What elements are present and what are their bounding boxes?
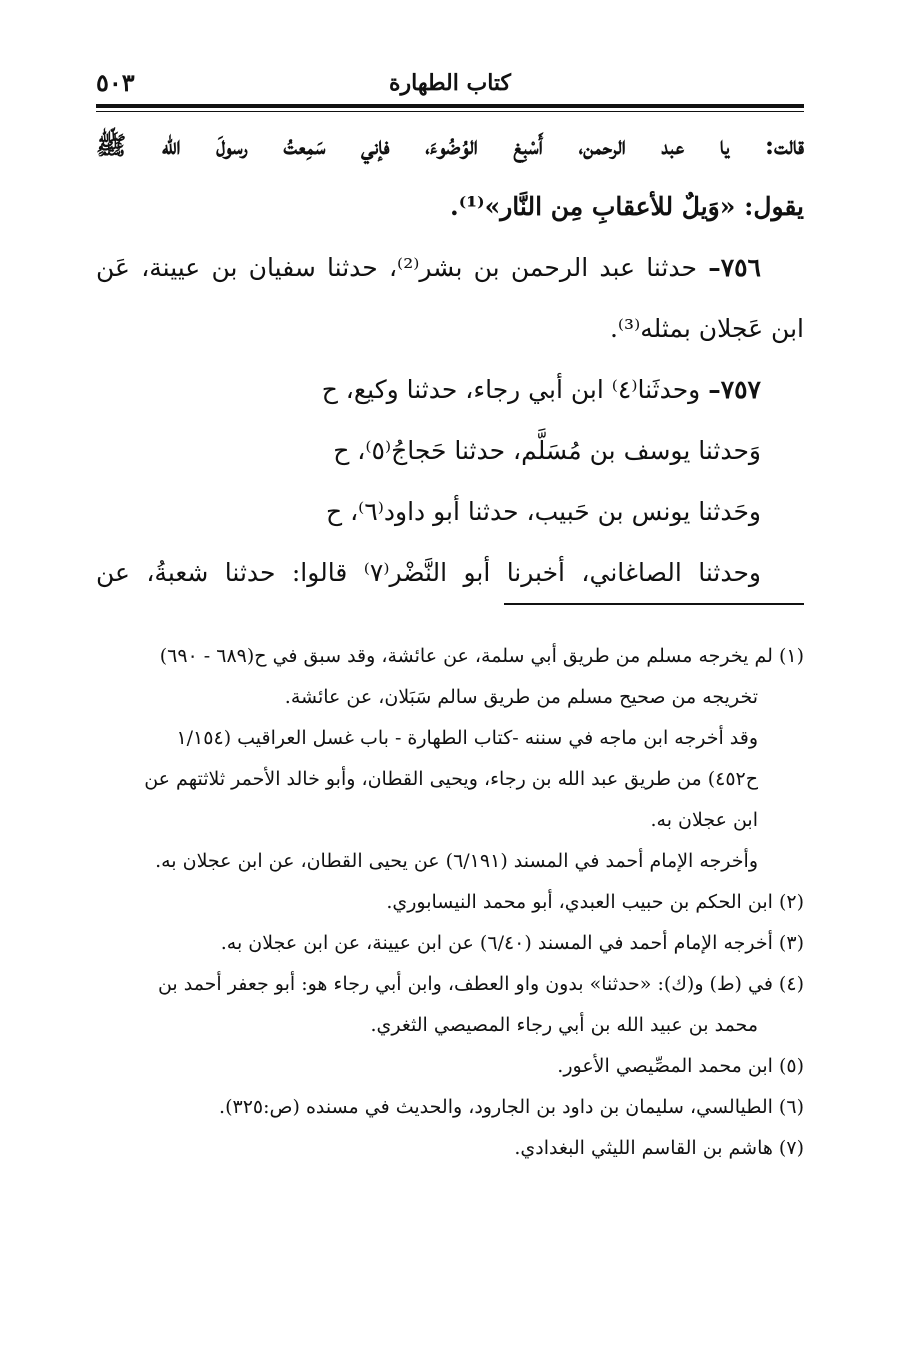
header-rule-thick [96,104,804,108]
footnote-2: (٢) ابن الحكم بن حبيب العبدي، أبو محمد النيسابوري. [386,891,804,913]
text-line [96,185,804,246]
header-rule-thin [96,111,804,112]
page-header [96,70,804,104]
footnote-1: (١) لم يخرجه مسلم من طريق أبي سلمة، عن عائشة، وقد سبق في ح(٦٨٩ - ٦٩٠) [159,645,804,667]
footnote-6: (٦) الطيالسي، سليمان بن داود بن الجارود، والحديث في مسنده (ص:٣٢٥). [219,1096,804,1118]
hadith-756-start [96,246,804,307]
footnote-1-cont: وأخرجه الإمام أحمد في المسند (٦/١٩١) عن يحيى القطان، عن ابن عجلان به. [155,850,758,872]
page-number: ٥٠٣ [96,68,135,97]
footnote-4-cont: محمد بن عبيد الله بن أبي رجاء المصيصي الثغري. [370,1014,758,1036]
footnote-5: (٥) ابن محمد المصِّيصي الأعور. [557,1055,804,1077]
main-text [96,124,804,612]
text-span: حدثنا عبد الرحمن بن بشر⁽²⁾، حدثنا سفيان بن عيينة، عَن [96,253,697,282]
text-line: قالت: يا عبد الرحمن، أَسْبِغ الوُضُوءَ، فإني سَمِعتُ رسولَ الله ﷺ [96,131,804,160]
footnote-4: (٤) في (ط) و(ك): «حدثنا» بدون واو العطف، وابن أبي رجاء هو: أبو جعفر أحمد بن [157,973,804,995]
text-line: وحَدثنا يونس بن حَبيب، حدثنا أبو داود⁽٦⁾، ح [326,497,761,526]
hadith-number: ٧٥٦– [708,253,761,282]
text-line: وَحدثنا يوسف بن مُسَلَّم، حدثنا حَجاجُ⁽٥⁾، ح [333,436,761,465]
text-span: يقول: «وَيلٌ للأعقابِ مِن النَّار»⁽¹⁾. [450,192,804,221]
footnote-separator [504,603,804,605]
footnote-7: (٧) هاشم بن القاسم الليثي البغدادي. [514,1137,804,1159]
chapter-title: كتاب الطهارة [388,70,512,96]
footnote-3: (٣) أخرجه الإمام أحمد في المسند (٦/٤٠) عن ابن عيينة، عن ابن عجلان به. [220,932,804,954]
text-line: ابن عَجلان بمثله⁽³⁾. [609,314,804,343]
footnotes [96,636,804,1169]
text-line: وحدثنا الصاغاني، أخبرنا أبو النَّضْر⁽٧⁾ قالوا: حدثنا شعبةُ، عن [96,558,761,587]
hadith-number: ٧٥٧– [708,375,761,404]
text-span: وحدثَنا⁽٤⁾ ابن أبي رجاء، حدثنا وكيع، ح [321,375,701,404]
footnote-1-cont: وقد أخرجه ابن ماجه في سننه -كتاب الطهارة - باب غسل العراقيب (١/١٥٤ [176,727,758,749]
footnote-1-cont: ابن عجلان به. [650,809,758,831]
footnote-1-cont: ح٤٥٢) من طريق عبد الله بن رجاء، ويحيى القطان، وأبو خالد الأحمر ثلاثتهم عن [144,768,758,790]
footnote-1-cont: تخريجه من صحيح مسلم من طريق سالم سَبَلان، عن عائشة. [284,686,758,708]
hadith-757-start [96,368,804,429]
